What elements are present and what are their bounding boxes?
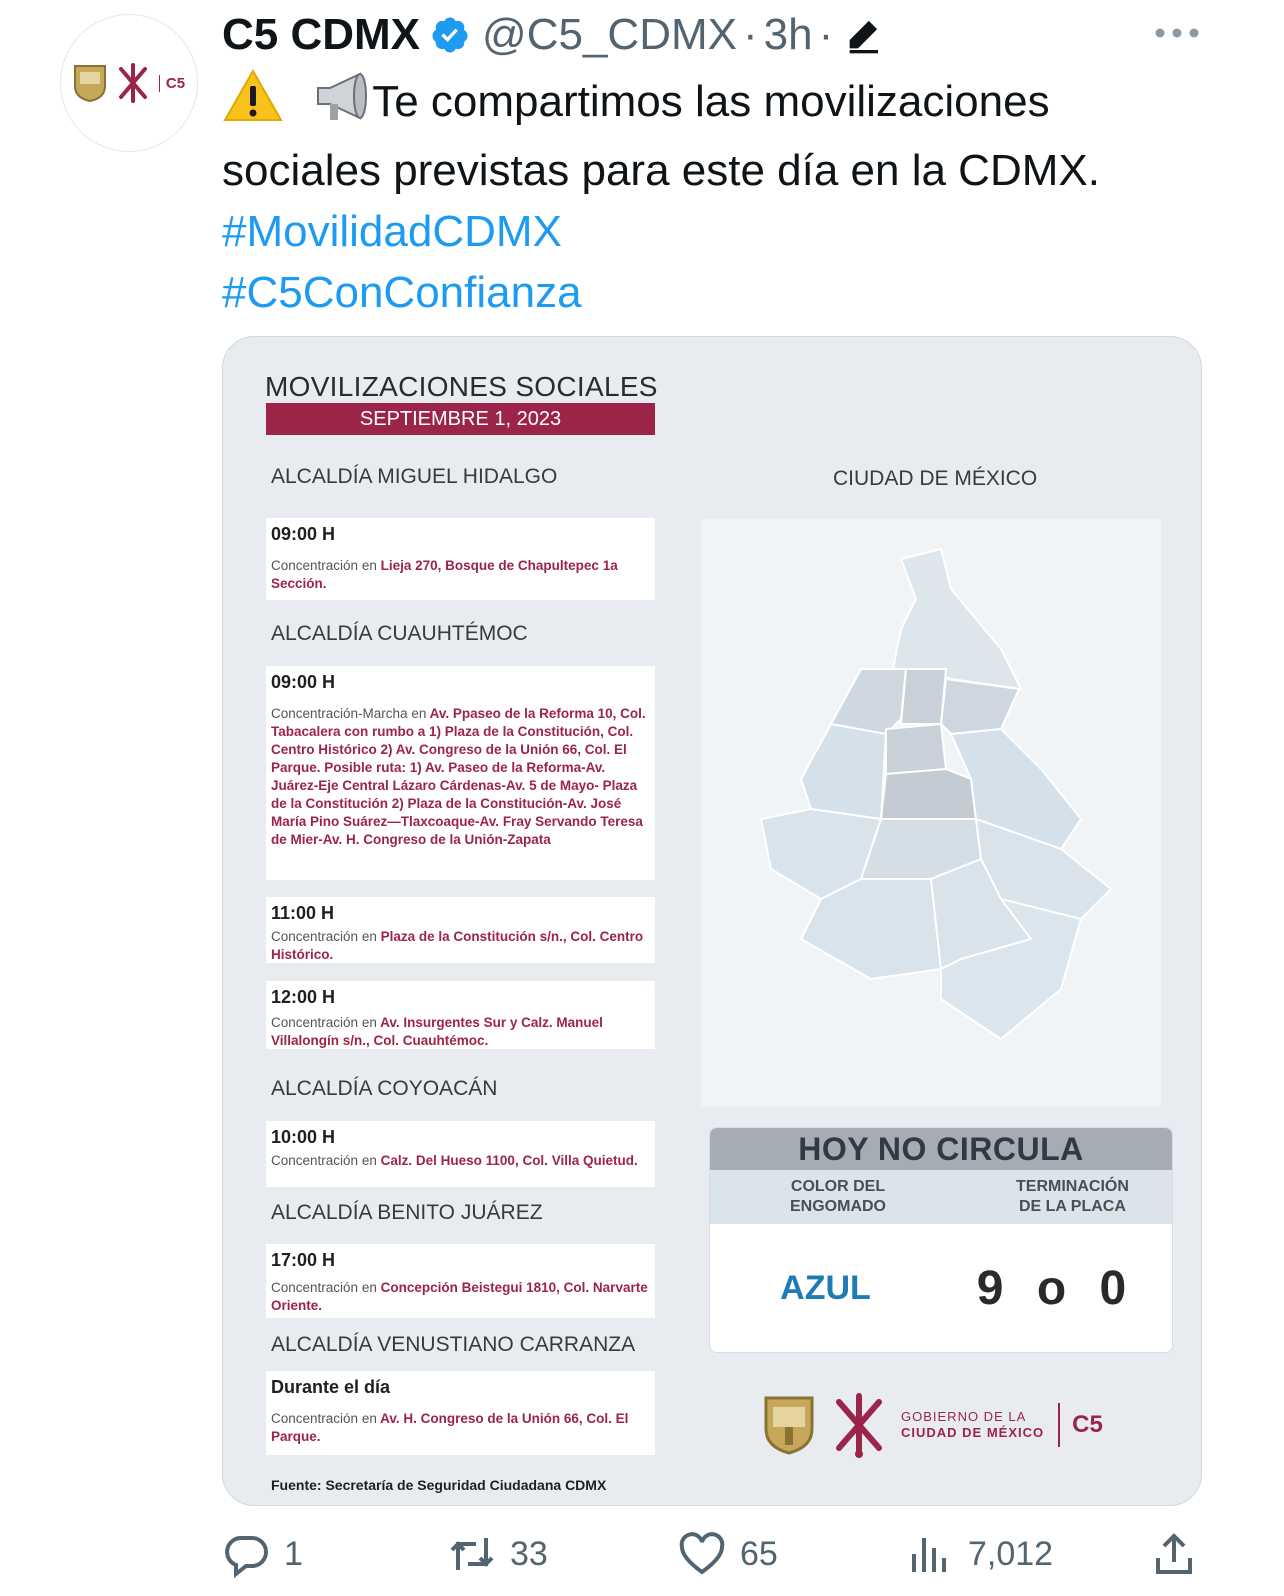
- retweet-button[interactable]: [448, 1530, 548, 1578]
- source-note: Fuente: Secretaría de Seguridad Ciudadana CDMX: [271, 1477, 607, 1493]
- hashtag-c5[interactable]: #C5ConConfianza: [222, 268, 582, 317]
- tweet-text-line1: Te compartimos las movilizaciones: [372, 77, 1050, 126]
- map-title: CIUDAD DE MÉXICO: [833, 467, 1038, 490]
- hashtag-movilidad[interactable]: #MovilidadCDMX: [222, 207, 562, 256]
- like-count: 65: [740, 1534, 778, 1573]
- event-card: [266, 1121, 655, 1187]
- megaphone-emoji-icon: [312, 68, 372, 140]
- event-time: 09:00 H: [271, 524, 336, 544]
- reply-icon: [222, 1530, 270, 1578]
- event-description: Concentración en Calz. Del Hueso 1100, Col. Villa Quietud.: [271, 1153, 638, 1168]
- event-time: 12:00 H: [271, 987, 336, 1007]
- author-handle[interactable]: @C5_CDMX: [482, 10, 737, 59]
- warning-emoji-icon: [222, 68, 284, 140]
- alcaldia-heading: ALCALDÍA BENITO JUÁREZ: [271, 1201, 543, 1224]
- more-dots-icon[interactable]: [1152, 20, 1202, 46]
- share-button[interactable]: [1150, 1530, 1198, 1578]
- views-button[interactable]: [906, 1530, 1053, 1578]
- alcaldia-heading: ALCALDÍA CUAUHTÉMOC: [271, 622, 528, 645]
- tweet-text: [222, 68, 1222, 323]
- hoy-no-circula-panel: [709, 1127, 1173, 1353]
- event-card: [266, 1244, 655, 1318]
- tweet-time[interactable]: 3h: [763, 10, 813, 59]
- event-card: [266, 1371, 655, 1455]
- event-time: Durante el día: [271, 1377, 391, 1397]
- event-description: Concentración en Av. Insurgentes Sur y Calz. Manuel Villalongín s/n., Col. Cuauhtémoc.: [271, 1015, 603, 1048]
- cdmx-logo-icon: [115, 63, 151, 103]
- infographic-title: MOVILIZACIONES SOCIALES: [265, 371, 658, 402]
- tweet-header: [222, 10, 883, 60]
- hnc-plate-label: TERMINACIÓN DE LA PLACA: [1016, 1178, 1129, 1215]
- cdmx-shield-icon: [73, 64, 107, 102]
- hnc-values: [710, 1224, 1172, 1352]
- event-time: 09:00 H: [271, 672, 336, 692]
- separator-dot: ·: [742, 10, 758, 59]
- event-description: Concentración en Av. H. Congreso de la Unión 66, Col. El Parque.: [271, 1411, 629, 1444]
- gobierno-label: GOBIERNO DE LA CIUDAD DE MÉXICO: [901, 1409, 1045, 1440]
- hnc-plate-value: 9 o 0: [976, 1261, 1137, 1315]
- retweet-count: 33: [510, 1534, 548, 1573]
- event-description: Concentración en Concepción Beistegui 1810, Col. Narvarte Oriente.: [271, 1280, 648, 1313]
- event-card: [266, 897, 655, 963]
- map-panel: [701, 519, 1161, 1107]
- hnc-color-value: AZUL: [780, 1268, 871, 1307]
- infographic-date: SEPTIEMBRE 1, 2023: [266, 403, 655, 435]
- avatar[interactable]: [60, 14, 198, 152]
- avatar-c5-text: C5: [159, 75, 185, 92]
- event-card: [266, 518, 655, 600]
- separator-dot-2: ·: [818, 10, 834, 59]
- author-name[interactable]: C5 CDMX: [222, 10, 421, 59]
- event-card: [266, 981, 655, 1049]
- event-time: 11:00 H: [271, 903, 335, 923]
- event-time: 17:00 H: [271, 1250, 336, 1270]
- tweet-actions: [222, 1530, 1222, 1590]
- tweet-media-image[interactable]: [222, 336, 1202, 1506]
- cdmx-logo-icon: [829, 1392, 889, 1458]
- cdmx-shield-icon: [763, 1395, 815, 1455]
- alcaldia-heading: ALCALDÍA VENUSTIANO CARRANZA: [271, 1333, 636, 1356]
- c5-label: C5: [1058, 1403, 1103, 1447]
- edit-pencil-icon[interactable]: [843, 15, 883, 55]
- verified-badge-icon[interactable]: [430, 15, 470, 55]
- reply-button[interactable]: [222, 1530, 303, 1578]
- hnc-color-label: COLOR DEL ENGOMADO: [790, 1178, 886, 1215]
- cdmx-map: [701, 519, 1161, 1107]
- alcaldia-heading: ALCALDÍA MIGUEL HIDALGO: [271, 465, 558, 488]
- hnc-title: HOY NO CIRCULA: [710, 1128, 1172, 1170]
- event-card: [266, 666, 655, 880]
- hnc-labels: [710, 1170, 1172, 1224]
- event-time: 10:00 H: [271, 1127, 336, 1147]
- retweet-icon: [448, 1530, 496, 1578]
- views-count: 7,012: [968, 1534, 1054, 1573]
- reply-count: 1: [284, 1534, 303, 1573]
- event-description: Concentración en Lieja 270, Bosque de Chapultepec 1a Sección.: [271, 558, 618, 591]
- tweet-text-line2: sociales previstas para este día en la CDMX.: [222, 146, 1100, 195]
- event-description: Concentración-Marcha en Av. Ppaseo de la Reforma 10, Col. Tabacalera con rumbo a 1) Plaza de la Constitución, Col. Centro Histórico 2) Av. Congreso de la Unión 66, Col. El Parque. Posible ruta: 1) Av. Paseo de la Reforma-Av. Juárez-Eje Central Lázaro Cárdenas-Av. 5 de Mayo- Plaza de la Constitución 2) Plaza de la Constitución-Av. José María Pino Suárez—Tlaxcoaque-Av. Fray Servando Teresa de Mier-Av. H. Congreso de la Unión-Zapata: [271, 706, 646, 847]
- heart-icon: [678, 1530, 726, 1578]
- footer-logos: [763, 1392, 1103, 1458]
- alcaldia-heading: ALCALDÍA COYOACÁN: [271, 1077, 498, 1100]
- like-button[interactable]: [678, 1530, 778, 1578]
- event-description: Concentración en Plaza de la Constitución s/n., Col. Centro Histórico.: [271, 929, 644, 962]
- views-chart-icon: [906, 1530, 954, 1578]
- share-icon: [1150, 1530, 1198, 1578]
